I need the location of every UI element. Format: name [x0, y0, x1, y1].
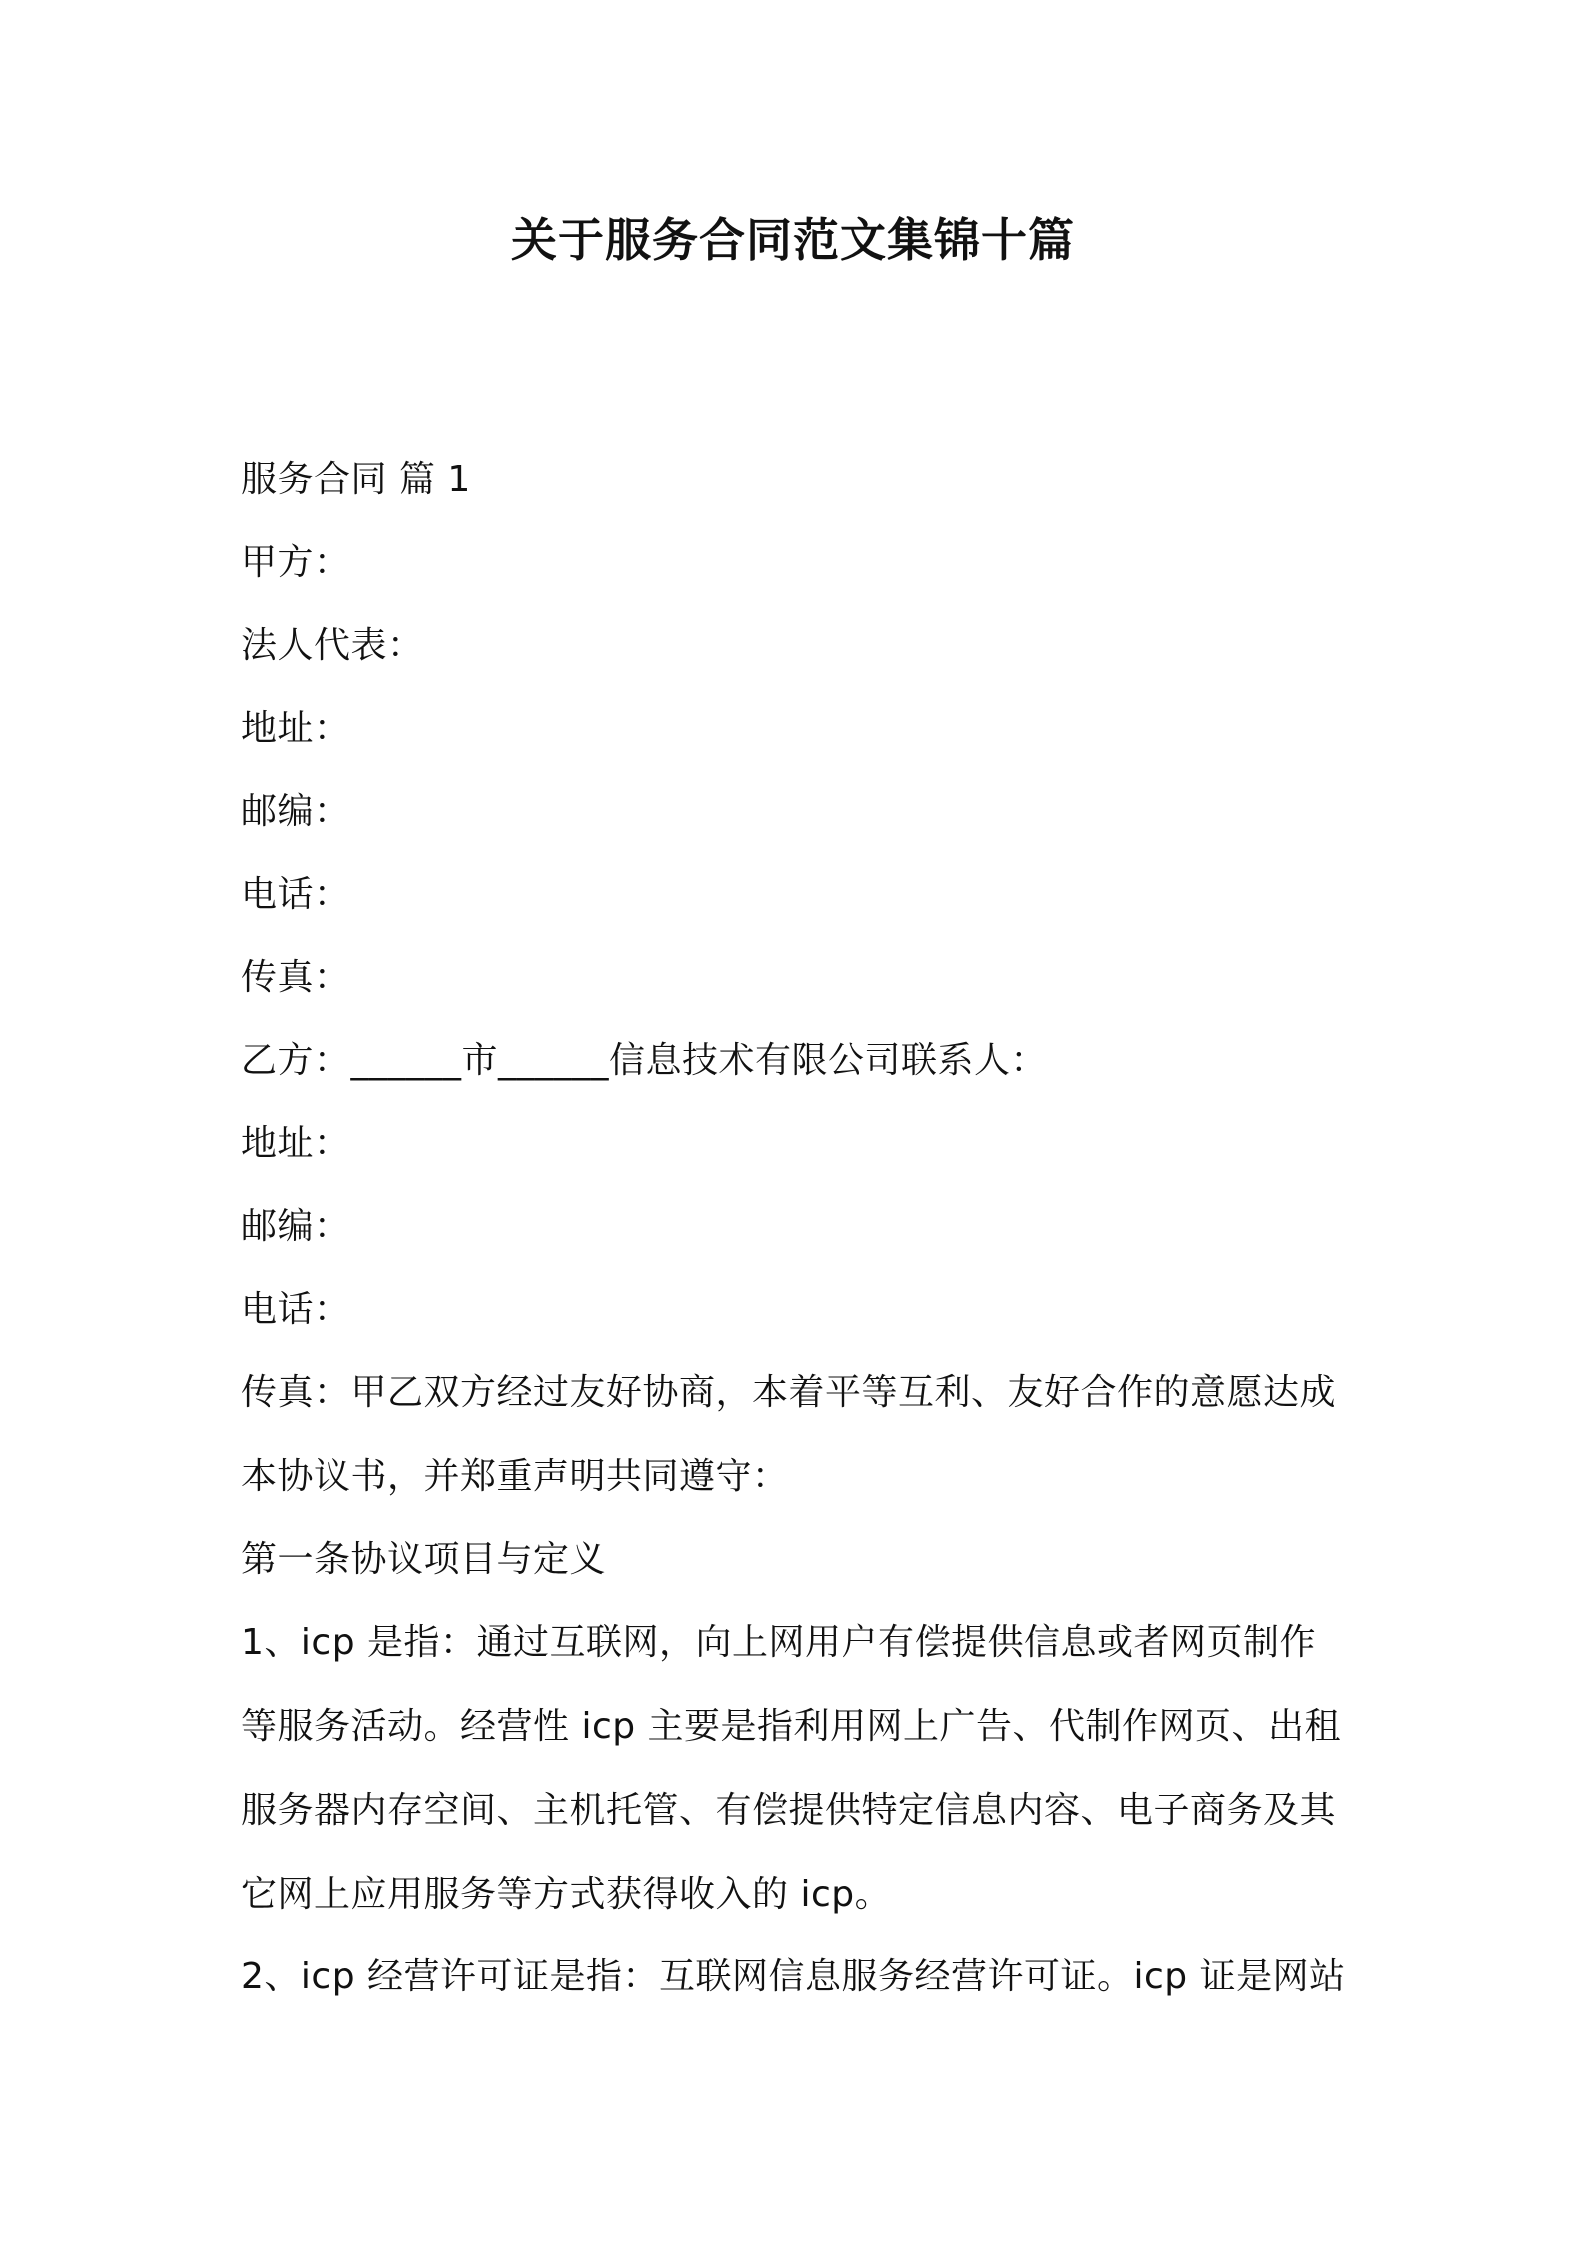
legal-representative-label: 法人代表：	[241, 625, 424, 666]
party-a-postcode-label: 邮编：	[241, 791, 351, 832]
party-b-postcode-label: 邮编：	[241, 1206, 351, 1247]
party-b-line: 乙方：______市______信息技术有限公司联系人：	[241, 1040, 1048, 1081]
party-b-address-label: 地址：	[241, 1123, 351, 1164]
preamble-line: 本协议书，并郑重声明共同遵守：	[241, 1456, 789, 1497]
preamble-line: 传真：甲乙双方经过友好协商，本着平等互利、友好合作的意愿达成	[241, 1372, 1337, 1413]
clause-1-paragraph	[241, 1601, 1361, 1937]
clause-1-line: 它网上应用服务等方式获得收入的 icp。	[241, 1874, 892, 1915]
clause-1-line: 服务器内存空间、主机托管、有偿提供特定信息内容、电子商务及其	[241, 1790, 1337, 1831]
clause-2-paragraph	[241, 1935, 1361, 2019]
preamble-paragraph	[241, 1351, 1361, 1519]
clause-2-line: 2、icp 经营许可证是指：互联网信息服务经营许可证。icp 证是网站	[241, 1956, 1346, 1997]
clause-1-line: 1、icp 是指：通过互联网，向上网用户有偿提供信息或者网页制作	[241, 1622, 1316, 1663]
party-a-address-label: 地址：	[241, 708, 351, 749]
party-a-label: 甲方：	[241, 542, 351, 583]
party-b-phone-label: 电话：	[241, 1289, 351, 1330]
party-a-fax-label: 传真：	[241, 957, 351, 998]
section-heading: 服务合同 篇 1	[241, 459, 471, 500]
document-title: 关于服务合同范文集锦十篇	[511, 213, 1075, 267]
clause-1-line: 等服务活动。经营性 icp 主要是指利用网上广告、代制作网页、出租	[241, 1706, 1342, 1747]
party-a-phone-label: 电话：	[241, 874, 351, 915]
article-1-heading: 第一条协议项目与定义	[241, 1539, 607, 1580]
